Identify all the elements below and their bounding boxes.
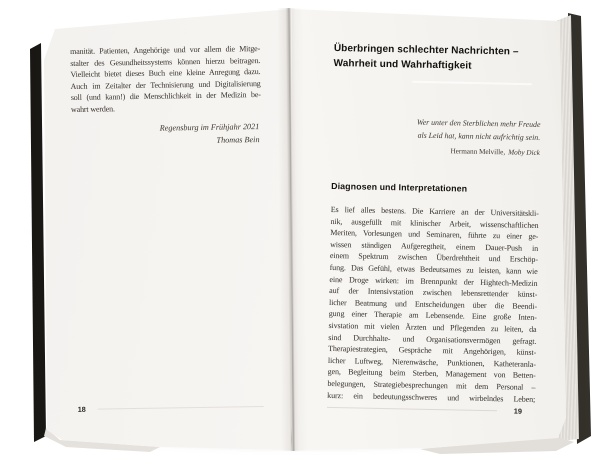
preface-paragraph xyxy=(70,43,261,116)
preface-text-line: Auch im Zeitalter der Technisierung und Digitalisierung xyxy=(70,78,261,91)
chapter-text-line: sivstation mit vielen Ärzten und Pflegenden zu leiten, da xyxy=(328,320,537,334)
preface-signoff xyxy=(160,120,260,148)
chapter-title: Überbringen schlechter Nachrichten – Wahrheit und Wahrhaftigkeit xyxy=(333,42,519,72)
preface-text-line: Vielleicht bietet dieses Buch eine kleine Anregung dazu. xyxy=(70,67,261,80)
left-page-footer xyxy=(76,402,266,417)
section-heading: Diagnosen und Interpretationen xyxy=(331,180,468,194)
chapter-text-line: Es lief alles bestens. Die Karriere an der Universitätskli- xyxy=(330,204,539,218)
epigraph-line: als Leid hat, kann nicht aufrichtig sein. xyxy=(417,130,541,142)
chapter-text-line: licher Beatmung und Entscheidungen über die Beendi- xyxy=(328,297,538,311)
chapter-text-line: nik, ausgefüllt mit klinischer Arbeit, wissenschaftlichen xyxy=(330,216,539,230)
page-number-left: 18 xyxy=(77,404,86,414)
preface-text-line: soll (und kann!) die Menschlichkeit in der Medizin be- xyxy=(70,90,261,103)
preface-text-line: stalter des Gesundheitssystems können hierzu beitragen. xyxy=(70,55,261,68)
signoff-place-date: Regensburg im Frühjahr 2021 xyxy=(159,122,260,133)
right-page-content xyxy=(327,42,542,436)
chapter-text-line: wissen ständigen Aufgeregtheit, einem Dauer-Push in xyxy=(330,239,539,253)
footer-rule-left xyxy=(98,406,264,410)
signoff-author: Thomas Bein xyxy=(216,135,260,145)
footer-rule-right xyxy=(327,407,497,411)
chapter-text-line: Therapiestrategien, Gespräche mit Angehörigen, künst- xyxy=(328,344,537,358)
chapter-text-line: licher Luftweg, Nierenwäsche, Punktionen, Katheteranla- xyxy=(327,355,536,369)
chapter-text-line: kurz: ein bedeutungsschweres und wirbelndes Leben; xyxy=(327,390,536,404)
book-gutter xyxy=(277,8,308,451)
chapter-text-line: einem Spektrum zwischen Überdrehtheit und Erschöp- xyxy=(329,251,538,265)
preface-text-line: wahrt werden. xyxy=(70,104,115,114)
page-number-right: 19 xyxy=(513,406,523,416)
chapter-epigraph xyxy=(417,117,541,145)
right-page-footer xyxy=(327,403,535,419)
epigraph-line: Wer unter den Sterblichen mehr Freude xyxy=(416,117,541,129)
chapter-text-line: eine Droge wirken: im Brennpunkt der Hightech-Medizin xyxy=(329,274,538,288)
preface-text-line: manität. Patienten, Angehörige und vor allem die Mitge- xyxy=(70,44,261,56)
chapter-text-line: belegungen, Strategiebesprechungen mit dem Personal – xyxy=(327,378,536,392)
epigraph-author: Hermann Melville, xyxy=(450,147,506,157)
chapter-text-line: gen, Begleitung beim Sterben, Management von Betten- xyxy=(327,367,536,381)
chapter-text-line: Meriten, Vorlesungen und Seminaren, führte zu einer ge- xyxy=(330,228,539,242)
chapter-text-line: sind Durchhalte- und Organisationsvermögen gefragt. xyxy=(328,332,537,346)
chapter-paragraph xyxy=(327,204,539,405)
left-page-content xyxy=(70,43,266,426)
epigraph-attribution xyxy=(450,147,540,157)
epigraph-work-title: Moby Dick xyxy=(508,148,540,157)
chapter-text-line: gung einer Therapie am Lebensende. Eine große Inten- xyxy=(328,309,537,323)
chapter-text-line: auf der Intensivstation zwischen lebensrettender künst- xyxy=(329,286,538,300)
chapter-text-line: fung. Das Gefühl, etwas Bedeutsames zu leisten, kann wie xyxy=(329,262,538,276)
